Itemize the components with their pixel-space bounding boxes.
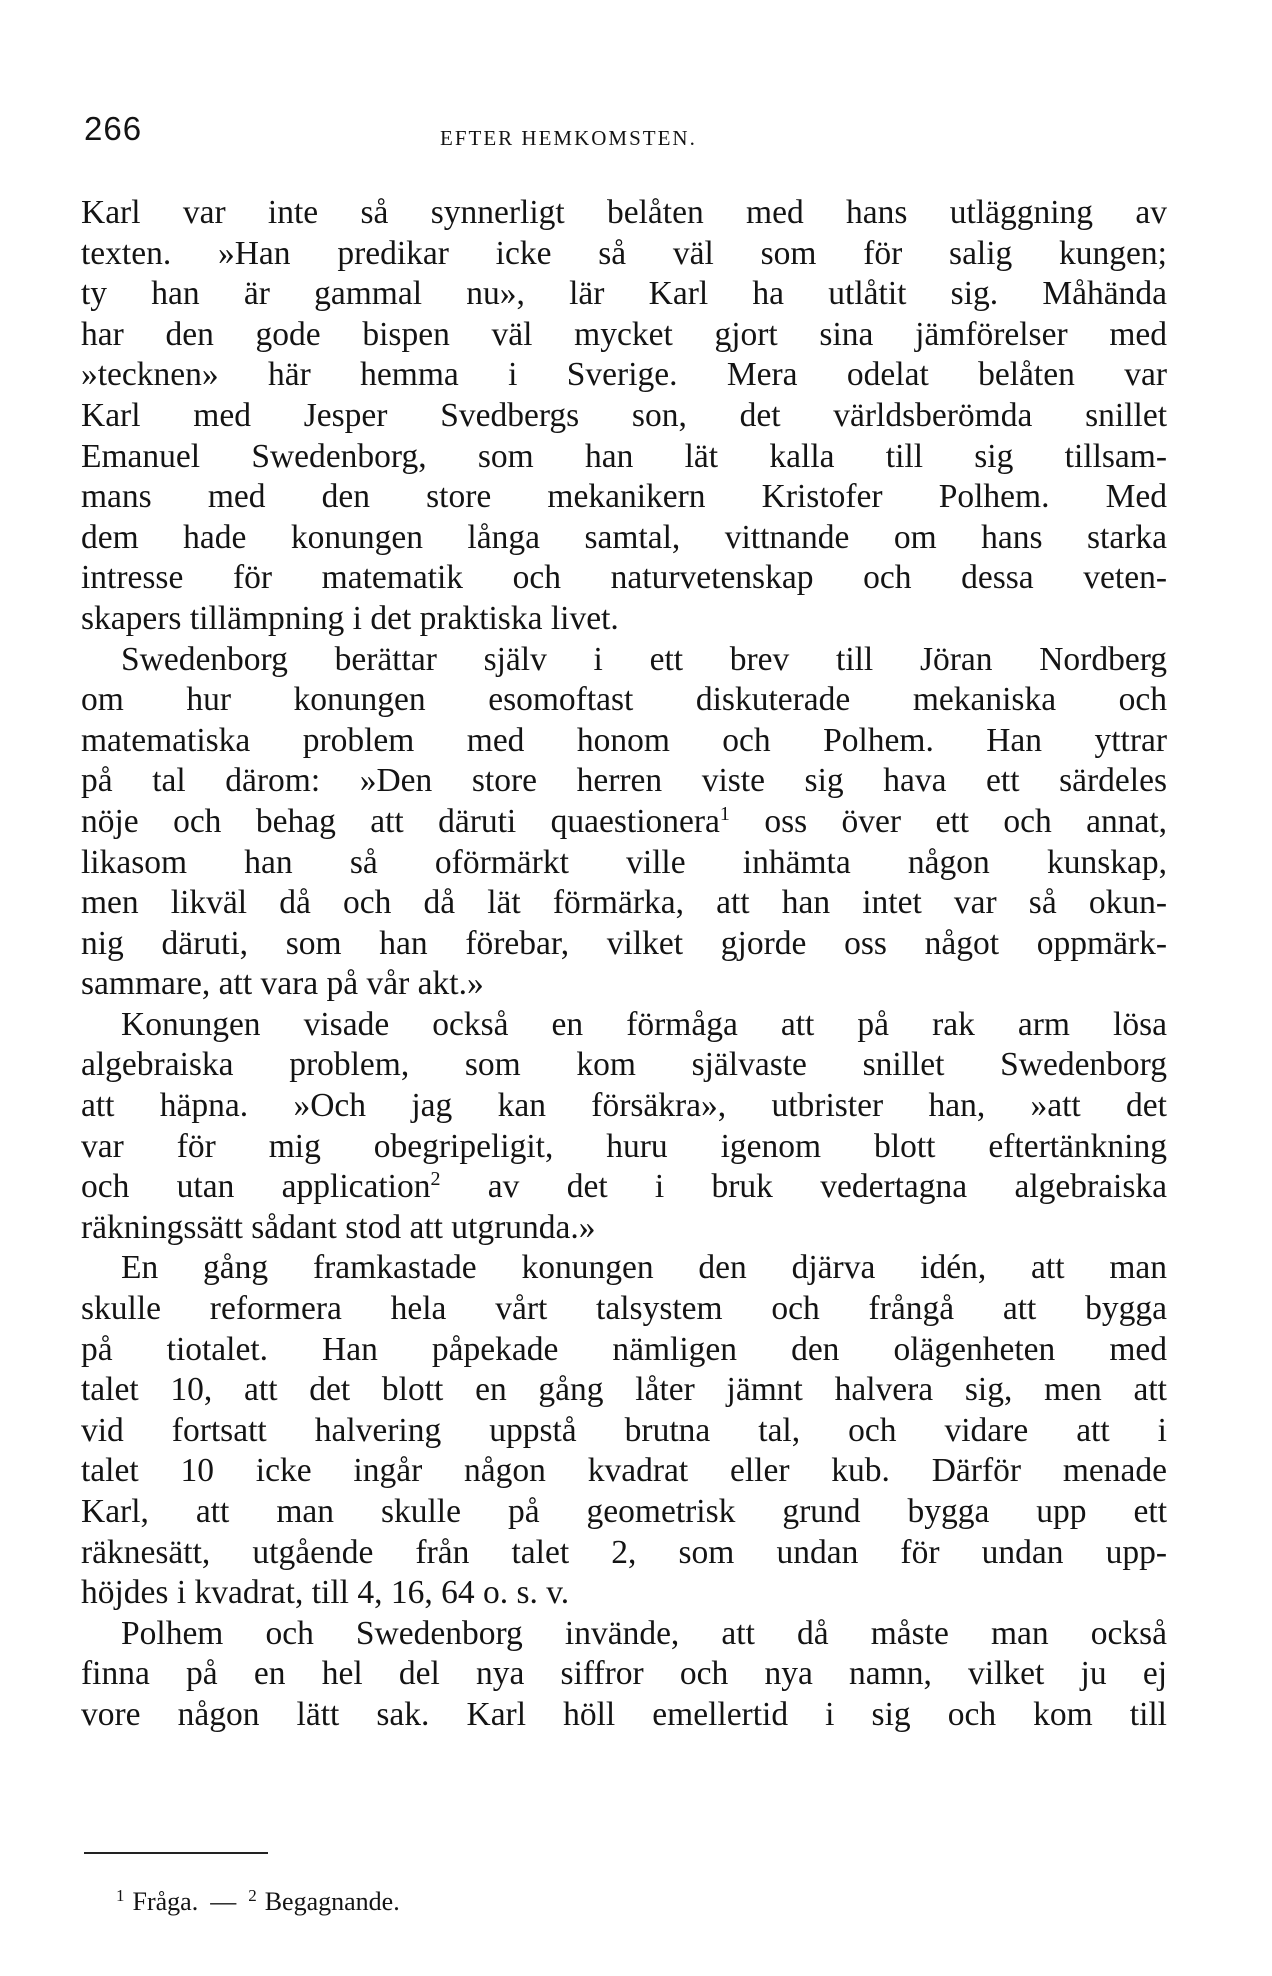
text-line: ty han är gammal nu», lär Karl ha utlåtit sig. Måhända <box>81 275 1167 313</box>
text-line: mans med den store mekanikern Kristofer Polhem. Med <box>81 478 1167 516</box>
body-text <box>81 193 1167 1736</box>
footnote-text: Fråga. <box>132 1887 199 1916</box>
footnote <box>116 1887 198 1916</box>
text-line: Karl med Jesper Svedbergs son, det världsberömda snillet <box>81 396 1167 434</box>
text-line: har den gode bispen väl mycket gjort sina jämförelser med <box>81 315 1167 353</box>
text-fragment: av det i bruk vedertagna algebraiska <box>487 1168 1167 1206</box>
text-line: intresse för matematik och naturvetenskap och dessa veten- <box>81 559 1167 597</box>
footnote-separator: — <box>210 1887 237 1916</box>
text-line: på tiotalet. Han påpekade nämligen den olägenheten med <box>81 1330 1167 1368</box>
text-line: finna på en hel del nya siffror och nya namn, vilket ju ej <box>81 1655 1167 1693</box>
text-line: men likväl då och då lät förmärka, att han intet var så okun- <box>81 884 1167 922</box>
text-line: skapers tillämpning i det praktiska livet. <box>81 599 619 637</box>
page-header <box>84 110 1164 150</box>
text-line: matematiska problem med honom och Polhem. Han yttrar <box>81 721 1167 759</box>
text-line: talet 10 icke ingår någon kvadrat eller kub. Därför menade <box>81 1452 1167 1490</box>
text-line: vid fortsatt halvering uppstå brutna tal, och vidare att i <box>81 1411 1167 1449</box>
footnotes <box>116 1886 400 1917</box>
footnote <box>248 1887 400 1916</box>
text-line: skulle reformera hela vårt talsystem och frångå att bygga <box>81 1290 1167 1328</box>
text-line: på tal därom: »Den store herren viste sig hava ett särdeles <box>81 762 1167 800</box>
text-line: likasom han så oförmärkt ville inhämta någon kunskap, <box>81 843 1167 881</box>
text-line: texten. »Han predikar icke så väl som för salig kungen; <box>81 234 1167 272</box>
page-number: 266 <box>84 110 143 147</box>
text-line: Konungen visade också en förmåga att på rak arm lösa <box>121 1005 1167 1043</box>
text-fragment: och utan application <box>81 1168 431 1206</box>
text-line: »tecknen» här hemma i Sverige. Mera odelat belåten var <box>81 356 1167 394</box>
text-line: dem hade konungen långa samtal, vittnande om hans starka <box>81 518 1167 556</box>
text-fragment: oss över ett och annat, <box>764 802 1168 840</box>
text-fragment: nöje och behag att däruti quaestionera <box>81 802 720 840</box>
text-line: talet 10, att det blott en gång låter jämnt halvera sig, men att <box>81 1371 1167 1409</box>
note-reference: 2 <box>430 1168 441 1191</box>
footnote-mark: 2 <box>248 1886 257 1905</box>
text-line-with-note <box>81 802 1167 843</box>
text-line: Emanuel Swedenborg, som han lät kalla till sig tillsam- <box>81 437 1167 475</box>
text-line-with-note <box>81 1167 1167 1208</box>
text-line: Karl var inte så synnerligt belåten med hans utläggning av <box>81 194 1167 231</box>
text-line: Swedenborg berättar själv i ett brev till Jöran Nordberg <box>121 640 1167 678</box>
text-line: Polhem och Swedenborg invände, att då måste man också <box>121 1614 1167 1652</box>
text-line: Karl, att man skulle på geometrisk grund bygga upp ett <box>81 1493 1167 1530</box>
footnote-mark: 1 <box>116 1886 125 1905</box>
text-line: om hur konungen esomoftast diskuterade mekaniska och <box>81 681 1167 719</box>
footnote-text: Begagnande. <box>264 1887 400 1916</box>
text-line: att häpna. »Och jag kan försäkra», utbrister han, »att det <box>81 1087 1167 1125</box>
footnote-divider <box>84 1852 268 1854</box>
text-line: sammare, att vara på vår akt.» <box>81 965 484 1003</box>
text-line: höjdes i kvadrat, till 4, 16, 64 o. s. v. <box>81 1574 570 1612</box>
running-head: EFTER HEMKOMSTEN. <box>440 126 697 150</box>
note-reference: 1 <box>719 802 730 825</box>
text-line: algebraiska problem, som kom självaste snillet Swedenborg <box>81 1046 1167 1084</box>
text-line: var för mig obegripeligit, huru igenom blott eftertänkning <box>81 1127 1167 1165</box>
text-line: räknesätt, utgående från talet 2, som undan för undan upp- <box>81 1533 1167 1571</box>
text-line: nig däruti, som han förebar, vilket gjorde oss något oppmärk- <box>81 924 1167 962</box>
text-line: En gång framkastade konungen den djärva idén, att man <box>121 1249 1167 1287</box>
text-line: vore någon lätt sak. Karl höll emellertid i sig och kom till <box>81 1695 1167 1733</box>
text-line: räkningssätt sådant stod att utgrunda.» <box>81 1208 596 1246</box>
